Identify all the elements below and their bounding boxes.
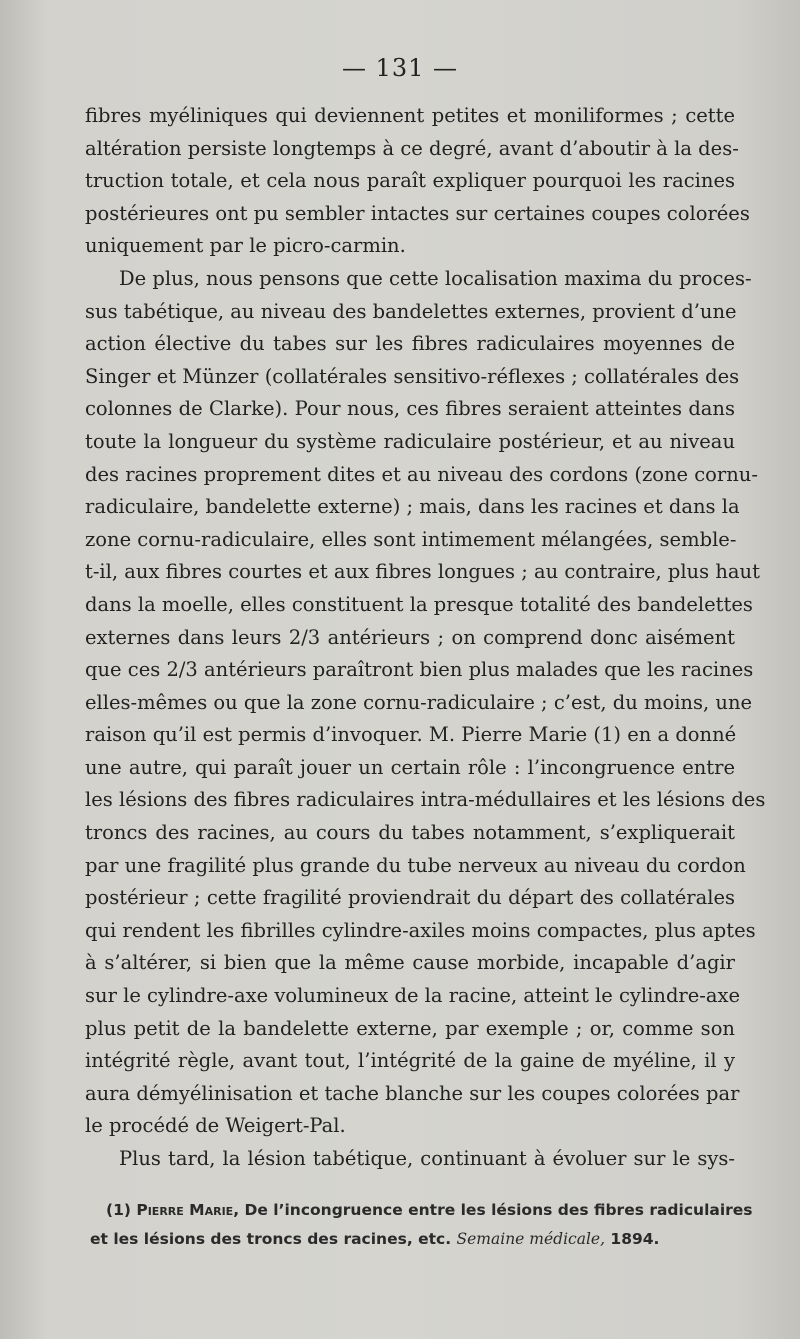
text-line: postérieur ; cette fragilité proviendrait du départ des collatérales [85, 886, 735, 910]
text-line: que ces 2/3 antérieurs paraîtront bien plus malades que les racines [85, 658, 754, 682]
text-line: externes dans leurs 2/3 antérieurs ; on comprend donc aisément [85, 625, 735, 649]
footnote-marker: (1) [106, 1201, 131, 1219]
body-text [85, 100, 766, 1176]
text-line: radiculaire, bandelette externe) ; mais, dans les racines et dans la [85, 495, 740, 519]
text-line: à s’altérer, si bien que la même cause morbide, incapable d’agir [85, 951, 735, 975]
text-line: truction totale, et cela nous paraît expliquer pourquoi les racines [85, 169, 735, 193]
text-line: les lésions des fibres radiculaires intra-médullaires et les lésions des [85, 788, 766, 812]
text-line: sus tabétique, au niveau des bandelettes externes, provient d’une [85, 299, 737, 323]
footnote-line [90, 1225, 740, 1254]
text-line: colonnes de Clarke). Pour nous, ces fibres seraient atteintes dans [85, 397, 735, 421]
text-line: des racines proprement dites et au niveau des cordons (zone cornu- [85, 462, 758, 486]
footnote-title: De l’incongruence entre les lésions des fibres radiculaires [244, 1201, 753, 1219]
footnote-journal: Semaine médicale, [456, 1230, 606, 1248]
text-line: elles-mêmes ou que la zone cornu-radiculaire ; c’est, du moins, une [85, 690, 753, 714]
text-line: De plus, nous pensons que cette localisation maxima du proces- [119, 266, 752, 290]
text-line: Plus tard, la lésion tabétique, continuant à évoluer sur le sys- [119, 1147, 735, 1170]
text-line: Singer et Münzer (collatérales sensitivo-réflexes ; collatérales des [85, 364, 740, 388]
page-number: — 131 — [341, 54, 459, 82]
text-line: qui rendent les fibrilles cylindre-axiles moins compactes, plus aptes [85, 918, 756, 942]
text-line: zone cornu-radiculaire, elles sont intimement mélangées, semble- [85, 527, 737, 551]
text-line: t-il, aux fibres courtes et aux fibres longues ; au contraire, plus haut [85, 560, 760, 584]
footnote-author: Pierre Marie, [136, 1201, 240, 1219]
text-line: intégrité règle, avant tout, l’intégrité de la gaine de myéline, il y [85, 1049, 735, 1073]
text-line: dans la moelle, elles constituent la presque totalité des bandelettes [85, 592, 753, 616]
text-line: plus petit de la bandelette externe, par exemple ; or, comme son [85, 1016, 735, 1040]
text-line: uniquement par le picro-carmin. [85, 234, 406, 258]
text-line: troncs des racines, au cours du tabes notamment, s’expliquerait [85, 821, 735, 845]
text-line: raison qu’il est permis d’invoquer. M. Pierre Marie (1) en a donné [85, 723, 737, 747]
text-line: fibres myéliniques qui deviennent petites et moniliformes ; cette [85, 104, 735, 127]
text-line: altération persiste longtemps à ce degré, avant d’aboutir à la des- [85, 136, 739, 160]
text-line: une autre, qui paraît jouer un certain rôle : l’incongruence entre [85, 755, 735, 779]
text-line: postérieures ont pu sembler intactes sur certaines coupes colorées [85, 201, 750, 225]
footnote-line [90, 1196, 753, 1225]
text-line: sur le cylindre-axe volumineux de la racine, atteint le cylindre-axe [85, 984, 741, 1008]
footnote [90, 1196, 753, 1254]
footnote-title-continued: et les lésions des troncs des racines, etc. [90, 1230, 452, 1248]
text-line: le procédé de Weigert-Pal. [85, 1114, 346, 1138]
text-line: par une fragilité plus grande du tube nerveux au niveau du cordon [85, 853, 746, 877]
text-line: action élective du tabes sur les fibres radiculaires moyennes de [85, 332, 735, 356]
text-line: aura démyélinisation et tache blanche sur les coupes colorées par [85, 1081, 740, 1105]
text-line: toute la longueur du système radiculaire postérieur, et au niveau [85, 429, 735, 453]
footnote-year: 1894. [610, 1230, 660, 1248]
